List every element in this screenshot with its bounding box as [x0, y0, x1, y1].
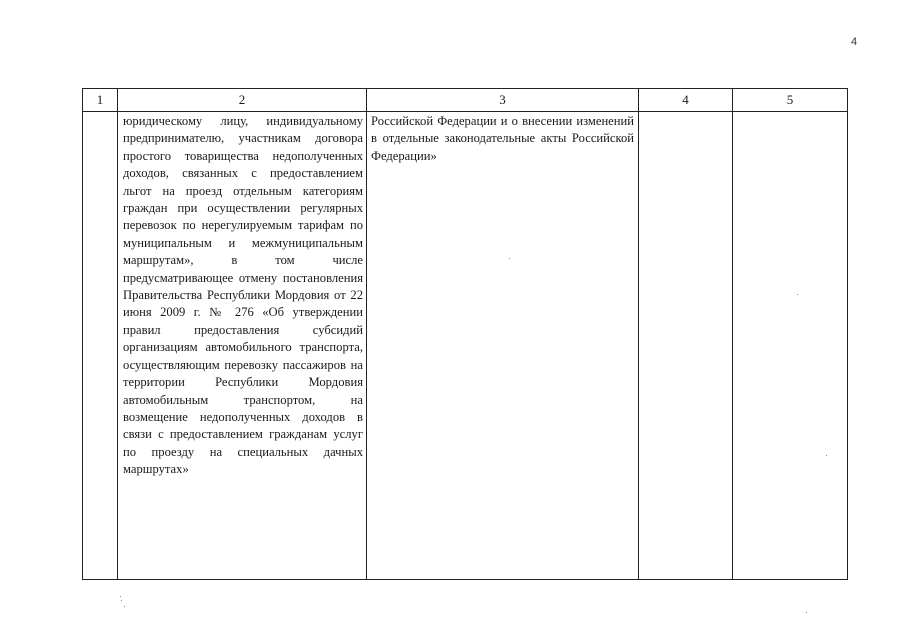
table-row	[83, 112, 848, 580]
scan-speck	[509, 258, 510, 259]
row-cell-2-text: юридическому лицу, индивидуальному предпринимателю, участникам договора простого товарищества недополученных доходов, связанных с предоставлением льгот на проезд отдельным категориям граждан при осуществлении регулярных перевозок по нерегулируемым тарифам по муниципальным и межмуниципальным маршрутам», в том числе предусматривающее отмену постановления Правительства Республики Мордовия от 22 июня 2009 г. № 276 «Об утверждении правил предоставления субсидий организациям автомобильного транспорта, осуществляющим перевозку пассажиров на территории Республики Мордовия автомобильным транспортом, на возмещение недополученных доходов в связи с предоставлением гражданам услуг по проезду на специальных дачных маршрутах»	[123, 114, 363, 477]
scan-speck	[120, 596, 121, 597]
header-col-3: 3	[367, 89, 639, 112]
header-col-1: 1	[83, 89, 118, 112]
scan-speck	[121, 600, 122, 601]
scan-speck	[124, 606, 125, 607]
table-header-row	[83, 89, 848, 112]
document-table	[82, 88, 848, 580]
scan-speck	[806, 612, 807, 613]
header-col-4: 4	[639, 89, 733, 112]
row-cell-1	[83, 112, 118, 580]
header-col-5: 5	[733, 89, 848, 112]
scan-speck	[826, 455, 827, 456]
page-number: 4	[851, 36, 858, 48]
row-cell-5	[733, 112, 848, 580]
header-col-2: 2	[118, 89, 367, 112]
row-cell-3	[367, 112, 639, 580]
scan-speck	[797, 294, 798, 295]
row-cell-4	[639, 112, 733, 580]
row-cell-3-text: Российской Федерации и о внесении изменений в отдельные законодательные акты Российской Федерации»	[371, 114, 634, 163]
row-cell-2	[118, 112, 367, 580]
